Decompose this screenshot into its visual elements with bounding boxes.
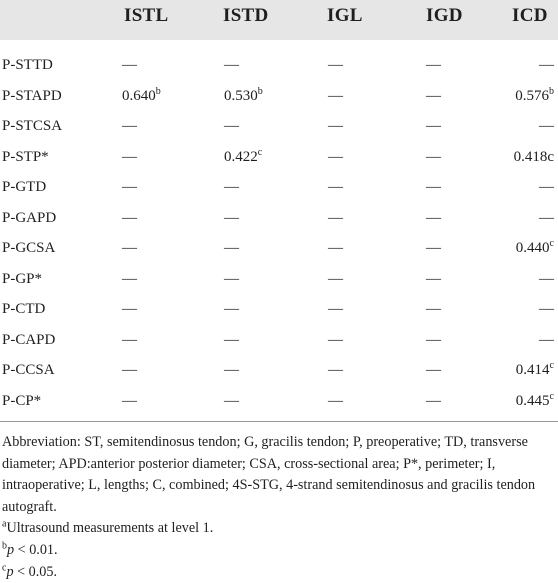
abbreviation-note: Abbreviation: ST, semitendinosus tendon; G, gracilis tendon; P, preoperative; TD, transverse diameter; APD:anterior posterior diameter; CSA, cross-sectional area; P*, perimeter; I, intraoperative; L, lengths; C, combined; 4S-STG, 4-strand semitendinosus and gracilis tendon autograft. [2,434,536,515]
table-cell: — [426,179,441,195]
footnote-b: $^b$p < 0.01. [2,540,58,558]
row-label: P-GP* [2,270,43,287]
table-cell: — [539,118,554,134]
row-label: P-CCSA [2,362,55,378]
table-row [0,118,558,148]
table-cell: — [539,270,554,287]
table-cell: — [328,331,343,348]
table-cell: — [122,148,137,165]
table-cell: — [539,57,554,73]
column-header-igd: IGD [426,5,463,26]
table-cell: 0.640$^b$ [122,85,161,104]
table-cell: — [539,301,554,317]
table-cell: — [122,57,137,73]
row-label: P-STCSA [2,118,63,134]
table-cell: — [426,87,441,104]
table-cell: — [224,392,239,409]
table-cell: — [122,392,137,409]
table-row [0,146,558,179]
table-bottom-rule [0,421,558,422]
table-row [0,85,558,118]
table-cell: — [426,301,441,317]
table-cell: 0.414$^c$ [515,360,554,378]
table-cell: — [224,240,239,256]
table-cell: 0.576$^b$ [515,85,554,104]
table-cell: — [328,209,343,226]
table-cell: — [122,118,137,134]
table-cell: 0.445$^c$ [515,390,554,409]
row-label: P-CAPD [2,331,56,348]
table-cell: — [426,362,441,378]
column-header-icd: ICD [512,5,548,26]
table-cell: — [426,209,441,226]
table-cell: — [328,118,343,134]
table-row [0,57,558,87]
table-header [0,0,558,40]
table-cell: — [122,240,137,256]
footnote-c: $^c$p < 0.05. [2,561,58,580]
table-cell: — [224,57,239,73]
table-cell: — [224,301,239,317]
row-label: P-GTD [2,179,47,195]
table-cell: — [328,392,343,409]
table-cell: — [122,209,137,226]
row-label: P-CP* [2,392,42,409]
table-row [0,301,558,331]
table-cell: — [426,148,441,165]
table-cell: — [224,209,239,226]
table-row [0,332,558,362]
table-cell: — [122,179,137,195]
table-row [0,210,558,240]
row-label: P-GAPD [2,209,57,226]
row-label: P-STAPD [2,87,62,104]
table-cell: — [224,270,239,287]
table-cell: — [328,240,343,256]
table-cell: — [426,240,441,256]
row-label: P-STP* [2,148,49,165]
table-row [0,362,558,392]
table-cell: — [426,57,441,73]
table-cell: 0.440$^c$ [515,238,554,256]
table-cell: 0.418c [513,148,554,165]
table-cell: — [328,179,343,195]
table-cell: — [426,331,441,348]
table-cell: 0.530$^b$ [224,85,263,104]
column-header-igl: IGL [327,5,363,26]
column-header-istd: ISTD [223,5,269,26]
table-cell: — [224,331,239,348]
table-cell: — [122,270,137,287]
table-cell: — [426,270,441,287]
table-row [0,390,558,423]
row-label: P-STTD [2,57,53,73]
table-cell: — [328,270,343,287]
table-cell: — [539,331,554,348]
table-cell: — [122,301,137,317]
table-cell: — [224,118,239,134]
row-label: P-GCSA [2,240,56,256]
table-cell: — [328,362,343,378]
table-row [0,240,558,270]
table-cell: — [122,362,137,378]
table-cell: — [328,148,343,165]
table-cell: — [539,179,554,195]
table-cell: — [122,331,137,348]
table-cell: — [539,209,554,226]
footnote-a: $^a$Ultrasound measurements at level 1. [2,518,214,537]
table-cell: — [328,57,343,73]
table-row [0,179,558,209]
table-cell: — [224,179,239,195]
table-cell: — [328,87,343,104]
table-cell: — [426,118,441,134]
table-row [0,271,558,301]
table-cell: — [426,392,441,409]
table-cell: 0.422$^c$ [224,146,263,165]
column-header-istl: ISTL [124,5,169,26]
table-footnotes [2,432,552,583]
row-label: P-CTD [2,301,46,317]
table-cell: — [328,301,343,317]
table-cell: — [224,362,239,378]
